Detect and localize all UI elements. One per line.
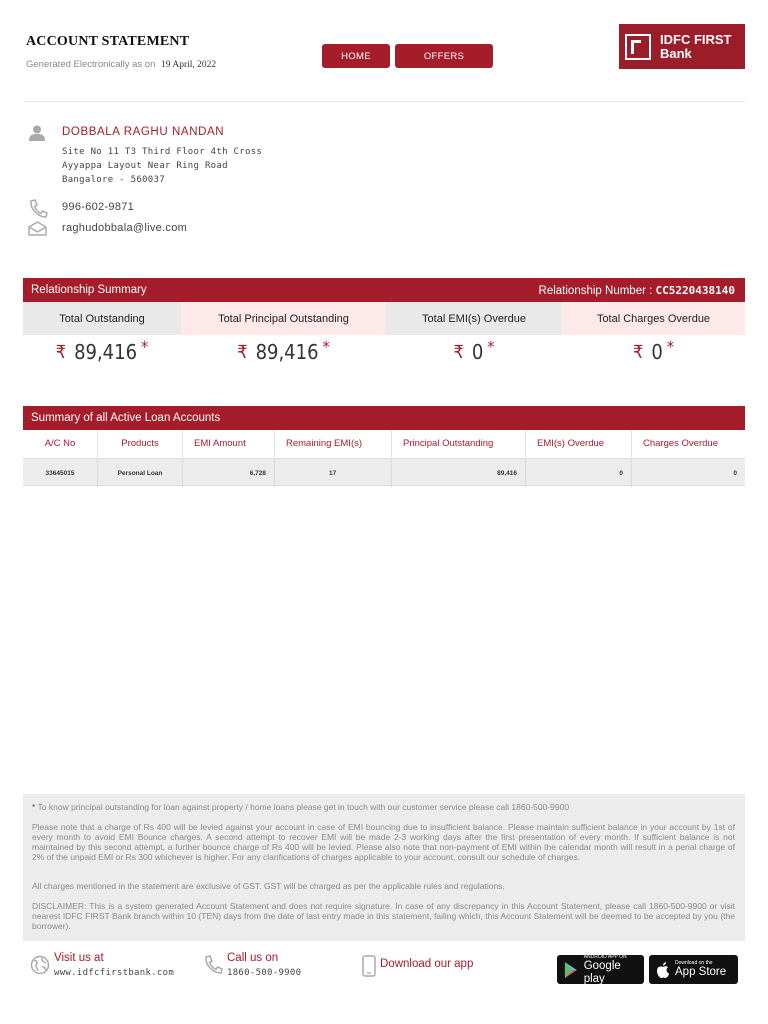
table-row[interactable] xyxy=(23,458,745,486)
logo-line2: Bank xyxy=(660,45,692,61)
total-principal-value: ₹ 89,416 * xyxy=(237,336,330,364)
home-button[interactable]: HOME xyxy=(322,44,390,68)
total-charges-overdue-label: Total Charges Overdue xyxy=(562,302,745,335)
header-divider xyxy=(24,101,745,102)
address-line-3: Bangalore - 560037 xyxy=(62,175,165,185)
cell-ac-no: 33645015 xyxy=(23,459,98,487)
call-label: Call us on xyxy=(227,952,279,964)
generated-label: Generated Electronically as on xyxy=(26,59,156,70)
total-emi-overdue-label: Total EMI(s) Overdue xyxy=(386,302,562,335)
globe-icon xyxy=(30,955,50,975)
visit-label: Visit us at xyxy=(54,952,104,964)
mobile-icon xyxy=(362,955,376,977)
phone-icon xyxy=(203,955,223,974)
apple-icon xyxy=(655,961,671,979)
col-remaining-emis: Remaining EMI(s) xyxy=(275,430,392,457)
app-store-small: Download on the xyxy=(675,960,713,966)
total-principal-label: Total Principal Outstanding xyxy=(181,302,386,335)
cell-emi-amount: 6,728 xyxy=(183,459,275,487)
logo-mark-icon xyxy=(625,34,651,60)
bank-logo[interactable] xyxy=(619,24,745,69)
google-play-badge[interactable] xyxy=(557,955,644,984)
play-store-icon xyxy=(562,961,580,979)
rupee-icon: ₹ xyxy=(237,341,248,363)
col-ac-no: A/C No xyxy=(23,430,98,457)
offers-button[interactable]: OFFERS xyxy=(395,44,493,68)
note-bounce-charges: Please note that a charge of Rs 400 will be levied against your account in case of EMI bouncing due to insufficient balance. Please maintain sufficient balance in your account by 1st of every month to avoid EMI Bounce charges. A second attempt to recover EMI will be made 2-3 working days after the first presentation of every month. If sufficient balance is not maintained by this second attempt, a further bounce charge of Rs 400 will be levied. Please also note that non-payment of EMI within the calendar month will result in a penal charge of 2% of the unpaid EMI or Rs 300 whichever is higher. For any clarifications of charges applicable to your account, consult our schedule of charges. xyxy=(32,822,735,862)
col-principal-outstanding: Principal Outstanding xyxy=(392,430,526,457)
relationship-summary-bar xyxy=(23,278,745,302)
app-store-text: App Store xyxy=(675,966,727,978)
col-products: Products xyxy=(98,430,183,457)
generated-line xyxy=(26,59,216,70)
phone-icon xyxy=(28,199,48,218)
total-outstanding-label: Total Outstanding xyxy=(23,302,181,335)
rupee-icon: ₹ xyxy=(55,341,67,363)
col-charges-overdue: Charges Overdue xyxy=(643,438,718,449)
rupee-icon: ₹ xyxy=(633,341,644,363)
total-outstanding-value: ₹ 89,416 * xyxy=(55,336,149,364)
download-label: Download our app xyxy=(380,958,474,970)
cell-remaining: 17 xyxy=(275,459,392,487)
google-play-small: ANDROID APP ON xyxy=(583,953,627,960)
user-icon xyxy=(28,124,46,142)
address-line-2: Ayyappa Layout Near Ring Road xyxy=(62,161,228,171)
loan-summary-title: Summary of all Active Loan Accounts xyxy=(31,412,221,424)
call-number[interactable]: 1860-500-9900 xyxy=(227,968,302,978)
mail-icon xyxy=(28,221,47,236)
address-line-1: Site No 11 T3 Third Floor 4th Cross xyxy=(62,147,263,157)
page-title: ACCOUNT STATEMENT xyxy=(26,34,190,49)
relationship-number: CC5220438140 xyxy=(655,284,735,297)
note-principal: * To know principal outstanding for loan against property / home loans please get in touch with our customer service please call 1860-500-9900 xyxy=(32,802,570,812)
relationship-summary-title: Relationship Summary xyxy=(31,284,147,296)
total-emi-overdue-value: ₹ 0 * xyxy=(453,336,495,364)
relationship-number-label: Relationship Number : xyxy=(538,285,653,297)
generated-date: 19 April, 2022 xyxy=(161,60,217,70)
cell-principal: 89,416 xyxy=(392,459,526,487)
note-disclaimer: DISCLAIMER: This is a system generated Account Statement and does not require signature. In case of any discrepancy in this Account Statement, please call 1860-500-9900 or visit nearest IDFC FIRST Bank branch within 10 (TEN) days from the date of last entry made in this statement, failing which, this Account Statement will be deemed to be accepted by you (the borrower). xyxy=(32,901,735,931)
note-gst: All charges mentioned in the statement are exclusive of GST. GST will be charged as per the applicable rules and regulations. xyxy=(32,881,505,891)
website-link[interactable]: www.idfcfirstbank.com xyxy=(54,968,175,978)
loan-summary-bar xyxy=(23,406,745,430)
rupee-icon: ₹ xyxy=(453,341,464,363)
google-play-text: Google play xyxy=(583,959,621,985)
email-address: raghudobbala@live.com xyxy=(62,222,188,234)
cell-product: Personal Loan xyxy=(98,459,183,487)
logo-line1: IDFC FIRST xyxy=(660,31,732,47)
col-emi-overdue: EMI(s) Overdue xyxy=(526,430,632,457)
customer-name: DOBBALA RAGHU NANDAN xyxy=(62,126,225,138)
cell-charges-overdue: 0 xyxy=(733,469,737,477)
total-charges-overdue-value: ₹ 0 * xyxy=(633,336,674,364)
disclaimer-box xyxy=(23,794,745,941)
col-emi-amount: EMI Amount xyxy=(183,430,275,457)
phone-number: 996-602-9871 xyxy=(62,201,135,213)
app-store-badge[interactable] xyxy=(649,955,738,984)
cell-emi-overdue: 0 xyxy=(526,459,632,487)
